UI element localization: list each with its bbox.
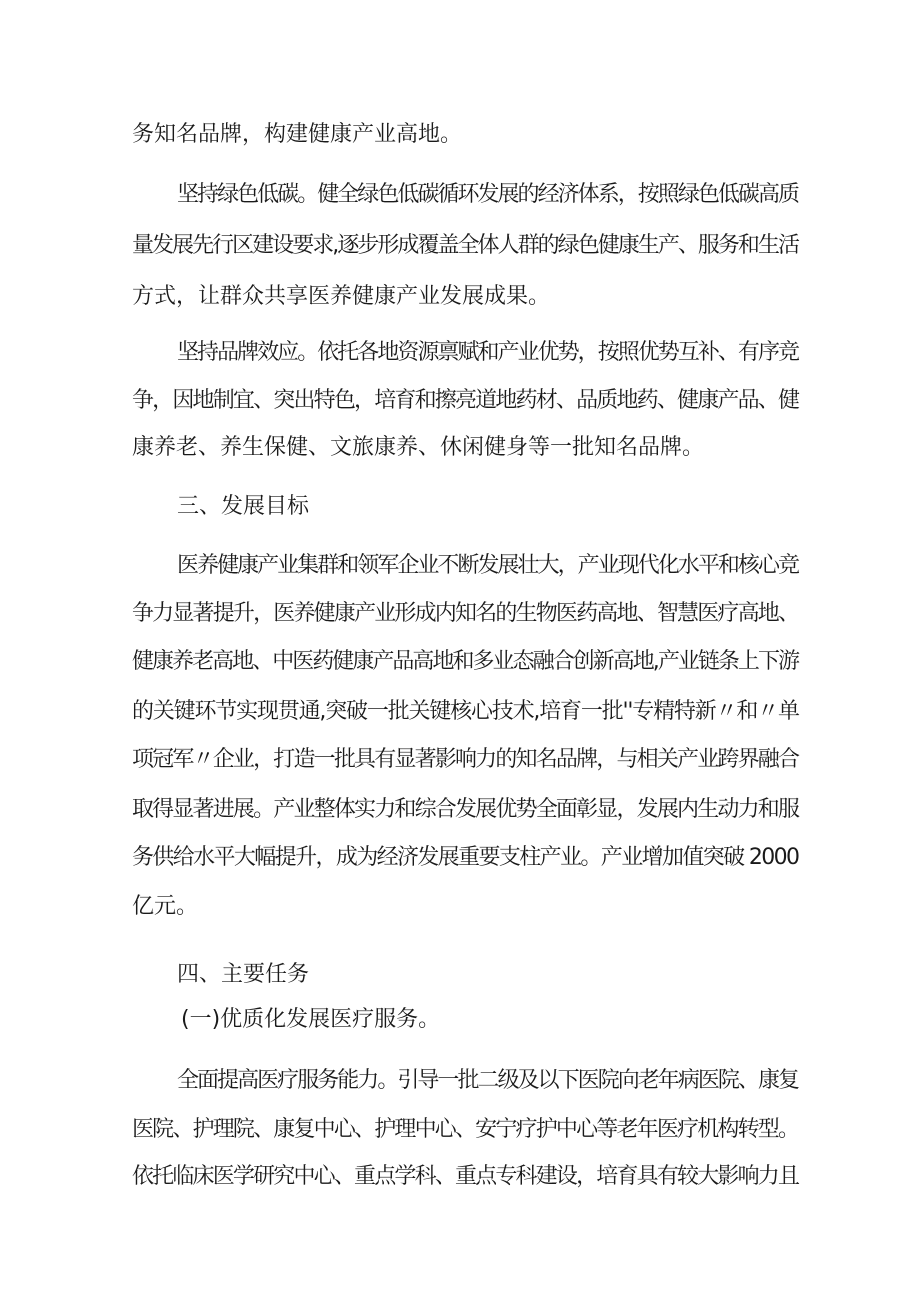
paragraph-line: 方式，让群众共享医养健康产业发展成果。 — [132, 284, 551, 309]
paragraph-line: 务供给水平大幅提升，成为经济发展重要支柱产业。产业增加值突破 2000 — [132, 845, 799, 870]
section-heading: 四、主要任务 — [177, 962, 310, 987]
paragraph-line: 医养健康产业集群和领军企业不断发展壮大，产业现代化水平和核心竞 — [177, 553, 799, 578]
paragraph-line: 健康养老高地、中医药健康产品高地和多业态融合创新高地,产业链条上下游 — [132, 649, 799, 674]
paragraph-line: 争，因地制宜、突出特色，培育和擦亮道地药材、品质地药、健康产品、健 — [132, 388, 799, 413]
paragraph-line: 坚持品牌效应。依托各地资源禀赋和产业优势，按照优势互补、有序竞 — [177, 340, 799, 365]
paragraph-line: 坚持绿色低碳。健全绿色低碳循环发展的经济体系，按照绿色低碳高质 — [177, 182, 799, 207]
paragraph-line: 量发展先行区建设要求,逐步形成覆盖全体人群的绿色健康生产、服务和生活 — [132, 233, 799, 258]
paragraph-line: 医院、护理院、康复中心、护理中心、安宁疗护中心等老年医疗机构转型。 — [132, 1117, 799, 1142]
paragraph-line: 全面提高医疗服务能力。引导一批二级及以下医院向老年病医院、康复 — [177, 1068, 799, 1093]
paragraph-line: 取得显著进展。产业整体实力和综合发展优势全面彰显，发展内生动力和服 — [132, 797, 799, 822]
paragraph-line: 项冠军〃企业，打造一批具有显著影响力的知名品牌，与相关产业跨界融合 — [132, 747, 799, 772]
paragraph-line: 亿元。 — [132, 894, 199, 919]
section-heading: 三、发展目标 — [177, 494, 310, 519]
paragraph-line: 务知名品牌，构建健康产业高地。 — [132, 122, 463, 147]
paragraph-line: 依托临床医学研究中心、重点学科、重点专科建设，培育具有较大影响力且 — [132, 1164, 799, 1189]
paragraph-line: 争力显著提升，医养健康产业形成内知名的生物医药高地、智慧医疗高地、 — [132, 601, 799, 626]
paragraph-line: 的关键环节实现贯通,突破一批关键核心技术,培育一批''专精特新〃和〃单 — [132, 699, 799, 724]
paragraph-line: 康养老、养生保健、文旅康养、休闲健身等一批知名品牌。 — [132, 435, 705, 460]
subsection-heading: (一)优质化发展医疗服务。 — [181, 1007, 441, 1032]
